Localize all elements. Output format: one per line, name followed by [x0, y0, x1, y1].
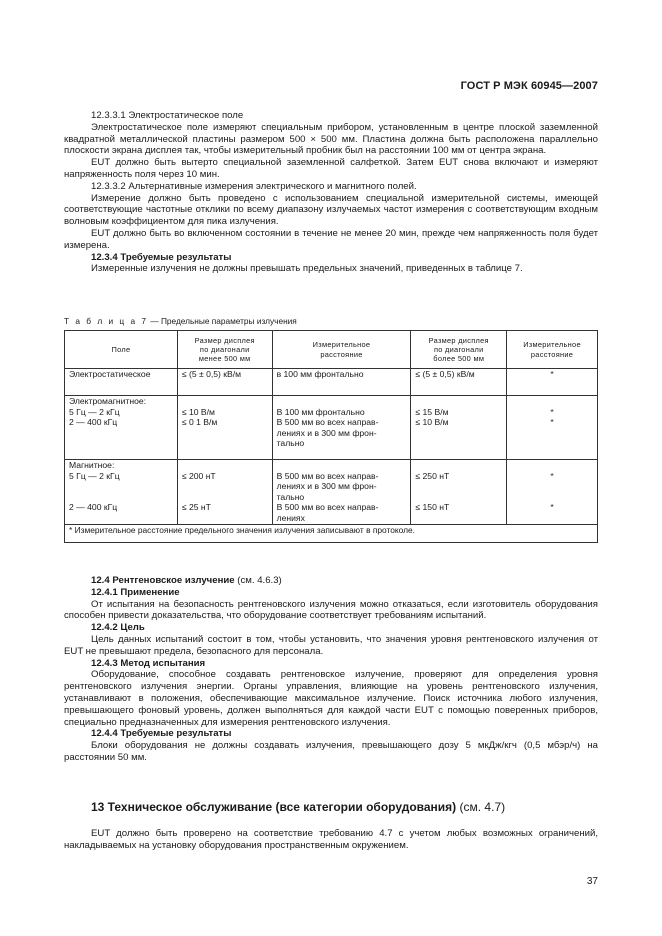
cell-limit-lt: ≤ 10 В/м ≤ 0 1 В/м: [177, 396, 272, 460]
cell-limit-gt: ≤ 250 нТ ≤ 150 нТ: [411, 460, 507, 525]
table-header-row: [65, 331, 598, 369]
cell-field: Электромагнитное: 5 Гц — 2 кГц 2 — 400 кГц: [65, 396, 178, 460]
cell-limit-lt: ≤ 200 нТ ≤ 25 нТ: [177, 460, 272, 525]
table-row-magnetic: [65, 460, 598, 525]
table-row-electrostatic: [65, 369, 598, 396]
section-12-3-4-heading: 12.3.4 Требуемые результаты: [91, 251, 232, 263]
table-footnote-row: [65, 525, 598, 543]
cell-distance: В 100 мм фронтально В 500 мм во всех направ- лениях и в 300 мм фрон- тально: [272, 396, 411, 460]
cell-limit-gt: ≤ (5 ± 0,5) кВ/м: [411, 369, 507, 396]
table-caption-label: Т а б л и ц а 7: [64, 316, 149, 326]
paragraph: Блоки оборудования не должны создавать излучения, превышающего дозу 5 мкДж/кгч (0,5 мбэр/ч) на расстоянии 50 мм.: [64, 740, 598, 763]
header-distance: Измерительное расстояние: [507, 331, 598, 369]
paragraph: От испытания на безопасность рентгеновского излучения можно отказаться, если изготовитель оборудования способен привести доказательства, что оборудование соответствует требованиям испытаний.: [64, 598, 598, 622]
header-size-lt-500: Размер дисплея по диагонали менее 500 мм: [177, 331, 272, 369]
section-12-3-3: [64, 110, 598, 275]
table-caption-text: — Предельные параметры излучения: [148, 316, 297, 326]
subsection-heading: 12.4.1 Применение: [91, 586, 180, 598]
cell-distance: в 100 мм фронтально: [272, 369, 411, 396]
cell-distance: В 500 мм во всех направ- лениях и в 300 мм фрон- тально В 500 мм во всех направ- лениях: [272, 460, 411, 525]
paragraph: EUT должно быть во включенном состоянии в течение не менее 20 мин, прежде чем напряженность поля будет измерена.: [64, 227, 598, 251]
paragraph: Цель данных испытаний состоит в том, чтобы установить, что значения уровня рентгеновского излучения от EUT не превышают предела, безопасного для персонала.: [64, 633, 598, 657]
table-caption: [64, 316, 297, 326]
paragraph: Измерение должно быть проведено с использованием специальной измерительной системы, имеющей соответствующие частотные отклики по всему диапазону излучаемых частот измерения с соответствующим входным волновым коэффициентом для пика излучения.: [64, 192, 598, 228]
paragraph: Оборудование, способное создавать рентгеновское излучение, проверяют для определения уровня рентгеновского излучения энергии. Органы управления, влияющие на уровень рентгеновского излучения, устанавливают в положения, обеспечивающие максимальное излучение. Поиск источника любого излучения, превышающего фоновый уровень, должен выполняться для каждой части EUT с помощью поверенных приборов, специально предназначенных для измерения рентгеновского излучения.: [64, 669, 598, 728]
document-code: ГОСТ Р МЭК 60945—2007: [460, 80, 598, 92]
paragraph: EUT должно быть проверено на соответствие требованию 4.7 с учетом любых возможных ограничений, накладываемых на установку оборудования пространственным окружением.: [64, 828, 598, 851]
paragraph: Измеренные излучения не должны превышать предельных значений, приведенных в таблице 7.: [91, 263, 523, 275]
paragraph: EUT должно быть вытерто специальной заземленной салфеткой. Затем EUT снова включают и измеряют напряженность поля через 10 мин.: [64, 157, 598, 180]
section-13-heading: 13 Техническое обслуживание (все категории оборудования) (см. 4.7): [91, 800, 506, 814]
cell-footnote-mark: * *: [507, 460, 598, 525]
subsection-12-3-3-1-title: 12.3.3.1 Электростатическое поле: [91, 110, 244, 121]
cell-limit-gt: ≤ 15 В/м ≤ 10 В/м: [411, 396, 507, 460]
cell-limit-lt: ≤ (5 ± 0,5) кВ/м: [177, 369, 272, 396]
section-12-4: [64, 575, 598, 764]
cell-footnote-mark: * *: [507, 396, 598, 460]
subsection-heading: 12.4.3 Метод испытания: [91, 657, 206, 669]
emission-limits-table: [64, 330, 598, 543]
subsection-heading: 12.4.4 Требуемые результаты: [91, 728, 232, 740]
subsection-12-3-3-2-title: 12.3.3.2 Альтернативные измерения электрического и магнитного полей.: [91, 180, 417, 192]
section-12-4-heading: 12.4 Рентгеновское излучение (см. 4.6.3): [91, 575, 282, 586]
table-footnote: * Измерительное расстояние предельного значения излучения записывают в протоколе.: [65, 525, 598, 543]
page-number: 37: [586, 876, 598, 887]
header-size-gt-500: Размер дисплея по диагонали более 500 мм: [411, 331, 507, 369]
subsection-heading: 12.4.2 Цель: [91, 622, 145, 634]
paragraph: Электростатическое поле измеряют специальным прибором, установленным в центре плоской заземленной квадратной металлической пластины размером 500 × 500 мм. Пластина должна быть расположена параллельно плоскости экрана дисплея так, чтобы измерительный пробник был на расстоянии 100 мм от центра экрана.: [64, 121, 598, 157]
cell-field: Магнитное: 5 Гц — 2 кГц 2 — 400 кГц: [65, 460, 178, 525]
cell-footnote-mark: *: [507, 369, 598, 396]
header-distance: Измерительное расстояние: [272, 331, 411, 369]
table-row-electromagnetic: [65, 396, 598, 460]
cell-field: Электростатическое: [65, 369, 178, 396]
section-13: [64, 828, 598, 852]
header-field: Поле: [65, 331, 178, 369]
